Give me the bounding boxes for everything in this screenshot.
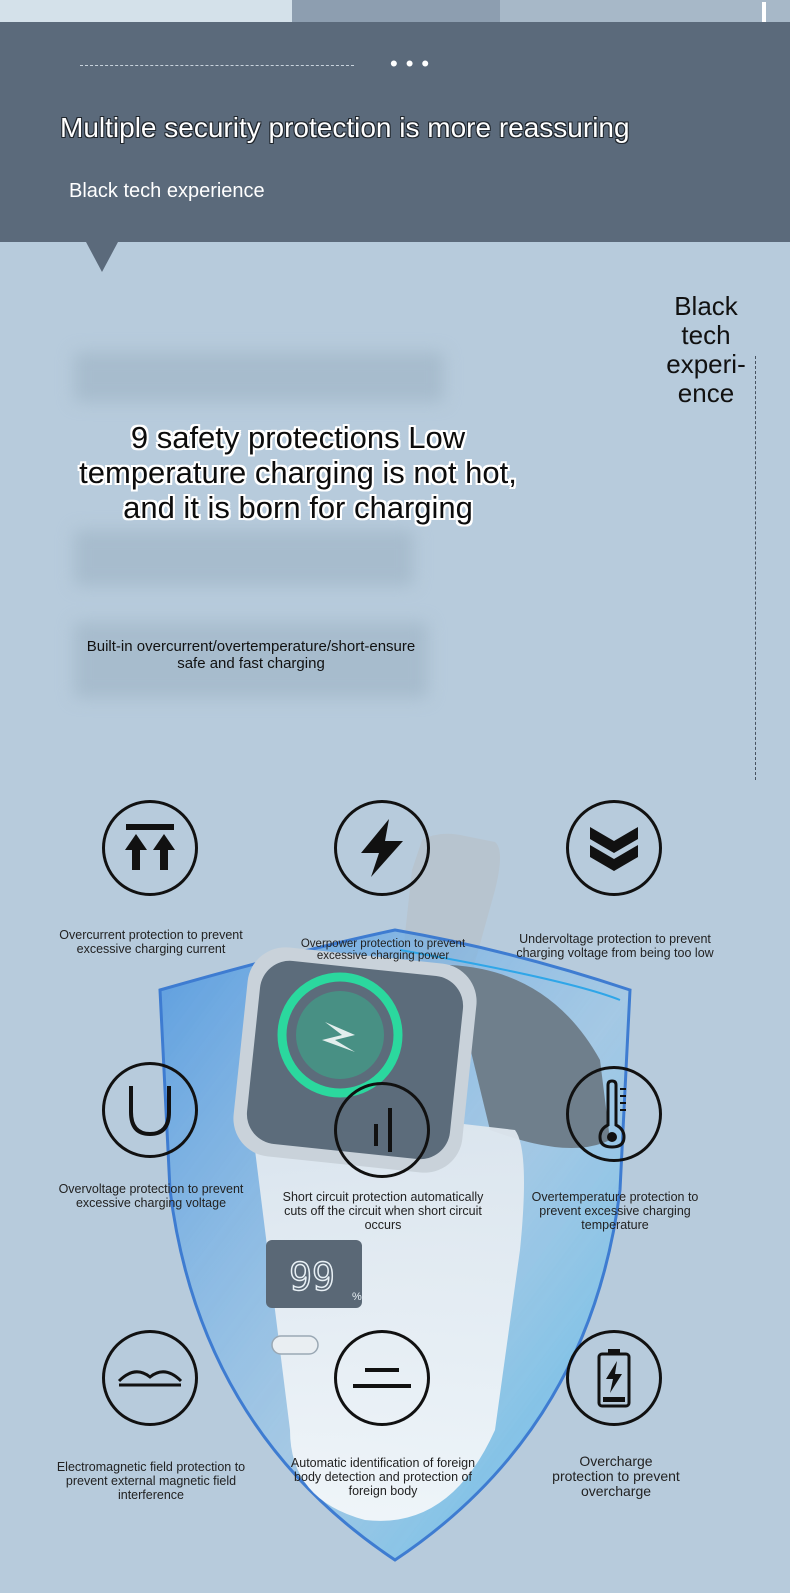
side-dashed-line: [755, 356, 756, 780]
battery-display: 99: [289, 1255, 335, 1299]
protection-label: Undervoltage protection to prevent charging voltage from being too low: [516, 932, 714, 960]
header-banner: [0, 22, 790, 242]
double-chevron-down-icon: [566, 800, 662, 896]
top-strip-segment: [292, 0, 500, 22]
protection-label: Overtemperature protection to prevent excessive charging temperature: [531, 1190, 699, 1232]
magnetic-field-icon: [102, 1330, 198, 1426]
header-title: Multiple security protection is more reassuring: [60, 112, 630, 143]
protection-label: Overpower protection to prevent excessive charging power: [300, 938, 466, 962]
protection-label: Automatic identification of foreign body detection and protection of foreign body: [290, 1456, 476, 1498]
lightning-bolt-icon: [334, 800, 430, 896]
side-tag: Black tech experi- ence: [666, 291, 746, 408]
top-strip-segment: [500, 0, 790, 22]
thermometer-icon: [566, 1066, 662, 1162]
protection-label: Overcharge protection to prevent overcharge: [552, 1453, 680, 1499]
header-dashed-line: [80, 65, 354, 66]
short-circuit-icon: [334, 1082, 430, 1178]
description: Built-in overcurrent/overtemperature/short-ensure safe and fast charging: [86, 638, 416, 672]
foreign-body-icon: [334, 1330, 430, 1426]
u-shape-icon: [102, 1062, 198, 1158]
overcurrent-arrows-icon: [102, 800, 198, 896]
headline: 9 safety protections Low temperature charging is not hot, and it is born for charging: [79, 420, 517, 525]
header-pointer: [86, 242, 118, 272]
protection-label: Short circuit protection automatically cuts off the circuit when short circuit occurs: [282, 1190, 484, 1232]
battery-charge-icon: [566, 1330, 662, 1426]
protection-label: Electromagnetic field protection to prevent external magnetic field interference: [56, 1460, 246, 1502]
header-dots: •••: [390, 51, 438, 76]
blurred-backdrop: [74, 352, 444, 402]
blurred-backdrop: [74, 530, 414, 586]
protection-label: Overvoltage protection to prevent excessive charging voltage: [58, 1182, 244, 1210]
battery-unit: %: [352, 1291, 362, 1303]
header-subtitle: Black tech experience: [69, 180, 265, 202]
top-strip: [0, 0, 790, 22]
protection-label: Overcurrent protection to prevent excessive charging current: [59, 928, 243, 956]
